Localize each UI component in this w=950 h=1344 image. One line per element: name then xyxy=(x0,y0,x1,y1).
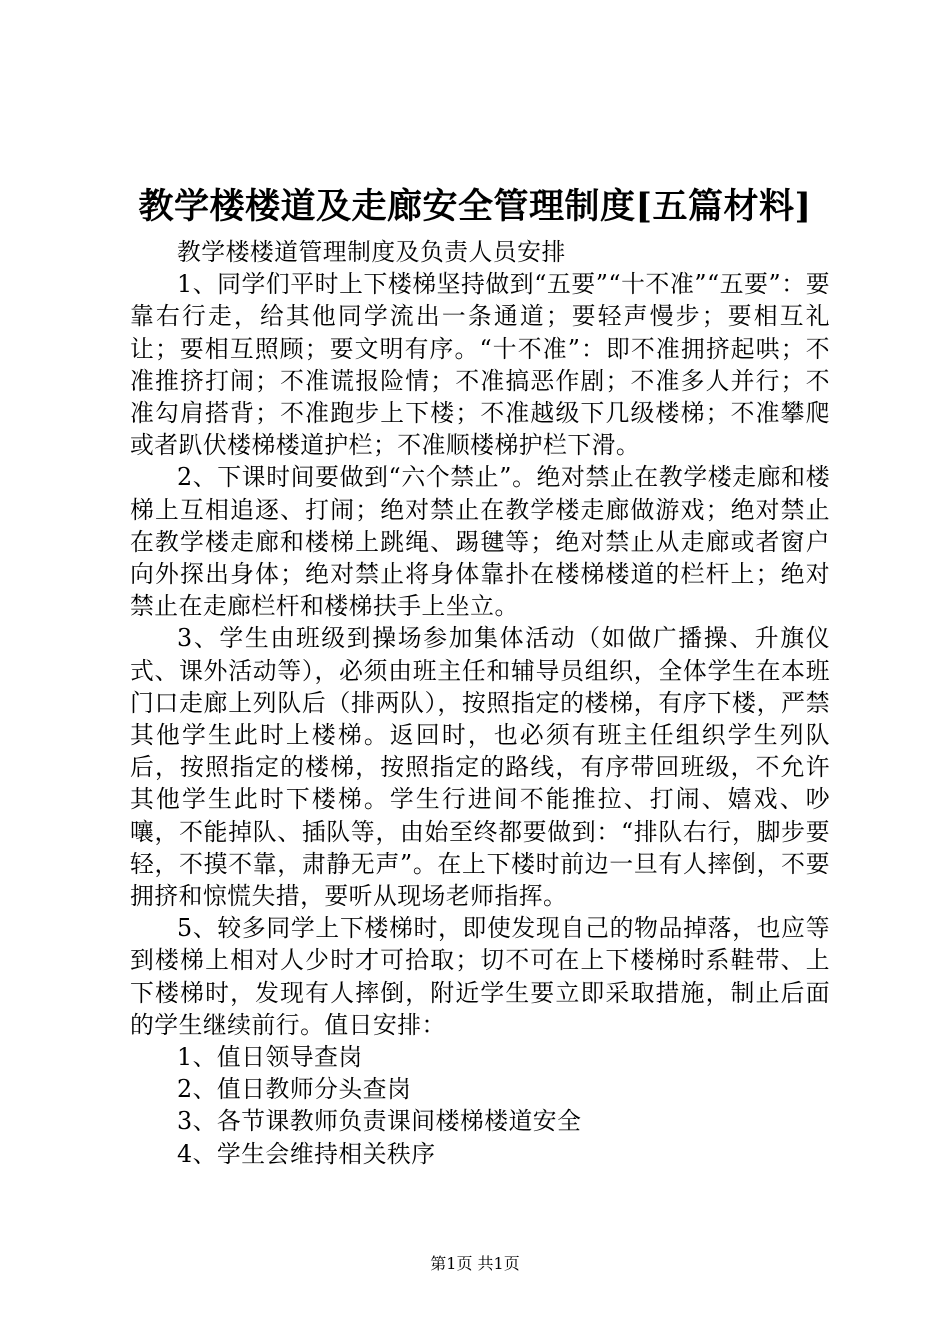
duty-item-2: 2、值日教师分头查岗 xyxy=(177,1075,412,1104)
paragraph-rule-3: 3、学生由班级到操场参加集体活动（如做广播操、升旗仪式、课外活动等），必须由班主任和辅导员组织，全体学生在本班门口走廊上列队后（排两队），按照指定的楼梯，有序下楼，严禁其他学生此时上楼梯。返回时，也必须有班主任组织学生列队后，按照指定的楼梯，按照指定的路线，有序带回班级，不允许其他学生此时下楼梯。学生行进间不能推拉、打闹、嬉戏、吵嚷，不能掉队、插队等，由始至终都要做到：“排队右行，脚步要轻，不摸不靠，肃静无声”。在上下楼时前边一旦有人摔倒，不要拥挤和惊慌失措，要听从现场老师指挥。 xyxy=(130,624,830,911)
paragraph-rule-2: 2、下课时间要做到“六个禁止”。绝对禁止在教学楼走廊和楼梯上互相追逐、打闹；绝对禁止在教学楼走廊做游戏；绝对禁止在教学楼走廊和楼梯上跳绳、踢毽等；绝对禁止从走廊或者窗户向外探出身体；绝对禁止将身体靠扑在楼梯楼道的栏杆上；绝对禁止在走廊栏杆和楼梯扶手上坐立。 xyxy=(130,463,830,621)
paragraph-rule-1: 1、同学们平时上下楼梯坚持做到“五要”“十不准”“五要”：要靠右行走，给其他同学流出一条通道；要轻声慢步；要相互礼让；要相互照顾；要文明有序。“十不准”：即不准拥挤起哄；不准推挤打闹；不准谎报险情；不准搞恶作剧；不准多人并行；不准勾肩搭背；不准跑步上下楼；不准越级下几级楼梯；不准攀爬或者趴伏楼梯楼道护栏；不准顺楼梯护栏下滑。 xyxy=(130,270,830,460)
paragraph-rule-5: 5、较多同学上下楼梯时，即使发现自己的物品掉落，也应等到楼梯上相对人少时才可拾取；切不可在上下楼梯时系鞋带、上下楼梯时，发现有人摔倒，附近学生要立即采取措施，制止后面的学生继续前行。值日安排： xyxy=(130,914,830,1039)
duty-item-1: 1、值日领导查岗 xyxy=(177,1043,363,1072)
document-body xyxy=(130,236,830,1170)
page-footer: 第1页 共1页 xyxy=(430,1254,520,1273)
section-heading: 教学楼楼道管理制度及负责人员安排 xyxy=(177,238,566,266)
document-title: 教学楼楼道及走廊安全管理制度[五篇材料] xyxy=(138,186,812,227)
duty-item-3: 3、各节课教师负责课间楼梯楼道安全 xyxy=(177,1107,582,1136)
duty-item-4: 4、学生会维持相关秩序 xyxy=(177,1139,436,1168)
